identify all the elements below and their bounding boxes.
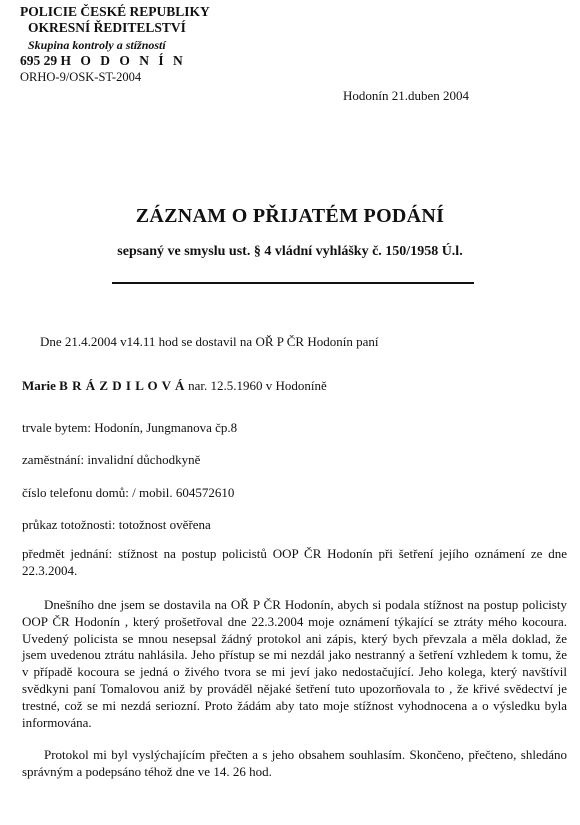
- letterhead-police: POLICIE ČESKÉ REPUBLIKY: [20, 4, 210, 19]
- letterhead-department: Skupina kontroly a stížností: [28, 38, 166, 52]
- statement-paragraph: Dnešního dne jsem se dostavila na OŘ P ČR Hodonín, abych si podala stížnost na postup policisty OOP ČR Hodonín , který prošetřoval dne 22.3.2004 moje oznámení týkající se ztráty mého kocoura. Uvedený policista se mnou nesepsal žádný protokol ani zápis, který bych převzala a měla doklad, že jsem uvedenou ztrátu nahlásila. Jeho přístup se mi nezdál jako nestranný a šetření vzhledem k tomu, že v případě kocoura se jedná o živého tvora se mi jeví jako nedostačující. Jeho kolega, který navštívil svědkyni paní Tomalovou aniž by prováděl nějaké šetření tuto upozorňovala to , že křivé svědectví je trestné, což se mi nezdá seriozní. Proto žádám aby tato moje stížnost vyhodnocena a o výsledku byla informována.: [22, 597, 567, 730]
- document-date: Hodonín 21.duben 2004: [343, 88, 470, 103]
- subject-paragraph: předmět jednání: stížnost na postup policistů OOP ČR Hodonín při šetření jejího oznámení ze dne 22.3.2004.: [22, 546, 567, 578]
- person-birth: nar. 12.5.1960 v Hodoníně: [188, 378, 327, 393]
- letterhead-directorate: OKRESNÍ ŘEDITELSTVÍ: [28, 20, 186, 35]
- person-line: [22, 378, 327, 394]
- intro-line: Dne 21.4.2004 v14.11 hod se dostavil na OŘ P ČR Hodonín paní: [40, 334, 379, 349]
- title-divider: [112, 282, 474, 284]
- letterhead-address: [20, 53, 186, 69]
- reference-number: ORHO-9/OSK-ST-2004: [20, 70, 142, 84]
- person-first-name: Marie: [22, 378, 56, 393]
- id-card-field: průkaz totožnosti: totožnost ověřena: [22, 517, 211, 532]
- phone-field: číslo telefonu domů: / mobil. 604572610: [22, 485, 235, 500]
- residence-field: trvale bytem: Hodonín, Jungmanova čp.8: [22, 420, 238, 435]
- person-last-name: B R Á Z D I L O V Á: [59, 378, 185, 393]
- postal-code: 695 29: [20, 53, 58, 68]
- employment-field: zaměstnání: invalidní důchodkyně: [22, 452, 201, 467]
- document-subtitle: sepsaný ve smyslu ust. § 4 vládní vyhlášky č. 150/1958 Ú.l.: [117, 244, 463, 259]
- closing-paragraph: Protokol mi byl vyslýchajícím přečten a s jeho obsahem souhlasím. Skončeno, přečteno, shledáno správným a podepsáno téhož dne ve 14. 26 hod.: [22, 747, 567, 779]
- document-title: ZÁZNAM O PŘIJATÉM PODÁNÍ: [135, 205, 445, 227]
- city-name: H O D O N Í N: [60, 53, 186, 68]
